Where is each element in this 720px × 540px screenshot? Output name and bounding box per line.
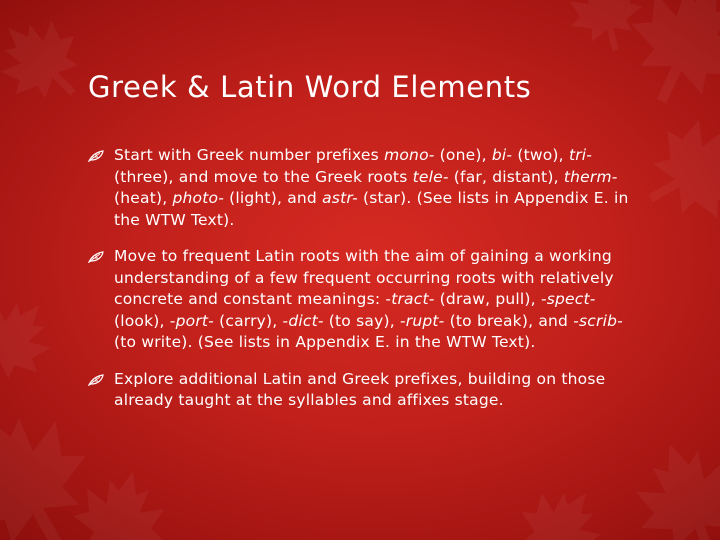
bullet-text-segment: (to say), -: [323, 311, 406, 330]
leaf-icon: [88, 374, 104, 386]
word-element-term: tele-: [412, 167, 449, 186]
word-element-term: bi-: [491, 146, 513, 164]
bullet-text-segment: (two),: [512, 146, 569, 164]
bullet-text-segment: (light), and: [223, 189, 323, 207]
bullet-text-segment: (carry), -: [213, 311, 289, 330]
bullet-text-segment: (heat),: [114, 189, 173, 207]
word-element-term: tri-: [568, 146, 593, 164]
bullet-list: [88, 145, 648, 427]
word-element-term: scrib-: [579, 311, 623, 330]
bullet-text-segment: (to break), and -: [444, 311, 580, 330]
bullet-text-segment: Move to frequent Latin roots with the aim of gaining a working understanding of a few frequent occurring roots with relatively concrete and constant meanings: -: [114, 247, 614, 308]
word-element-term: astr-: [322, 189, 358, 207]
word-element-term: dict-: [288, 311, 324, 330]
word-element-term: therm-: [563, 167, 618, 186]
bullet-item: [88, 369, 648, 412]
word-element-term: port-: [175, 311, 214, 330]
bullet-text: [114, 146, 629, 229]
bullet-text-segment: (three), and move to the Greek roots: [114, 167, 413, 186]
bullet-text-segment: (look), -: [114, 311, 176, 330]
word-element-term: mono-: [384, 146, 435, 164]
bullet-text-segment: Start with Greek number prefixes: [114, 146, 385, 164]
word-element-term: rupt-: [405, 311, 445, 330]
bullet-text-segment: (one),: [434, 146, 492, 164]
slide-title: Greek & Latin Word Elements: [88, 70, 532, 104]
bullet-text: [114, 247, 623, 351]
bullet-item: [88, 246, 648, 354]
bullet-text-segment: (far, distant),: [448, 167, 564, 186]
bullet-text: [114, 370, 605, 410]
word-element-term: spect-: [546, 290, 596, 308]
word-element-term: tract-: [391, 290, 435, 308]
leaf-icon: [88, 251, 104, 263]
bullet-item: [88, 145, 648, 231]
bullet-text-segment: Explore additional Latin and Greek prefixes, building on those already taught at the syllables and affixes stage.: [114, 369, 606, 409]
word-element-term: photo-: [172, 189, 224, 207]
bullet-text-segment: (star). (See lists in Appendix E. in the WTW Text).: [114, 189, 629, 229]
bullet-text-segment: (to write). (See lists in Appendix E. in the WTW Text).: [114, 333, 536, 351]
bullet-text-segment: (draw, pull), -: [434, 290, 547, 308]
leaf-icon: [88, 150, 104, 162]
